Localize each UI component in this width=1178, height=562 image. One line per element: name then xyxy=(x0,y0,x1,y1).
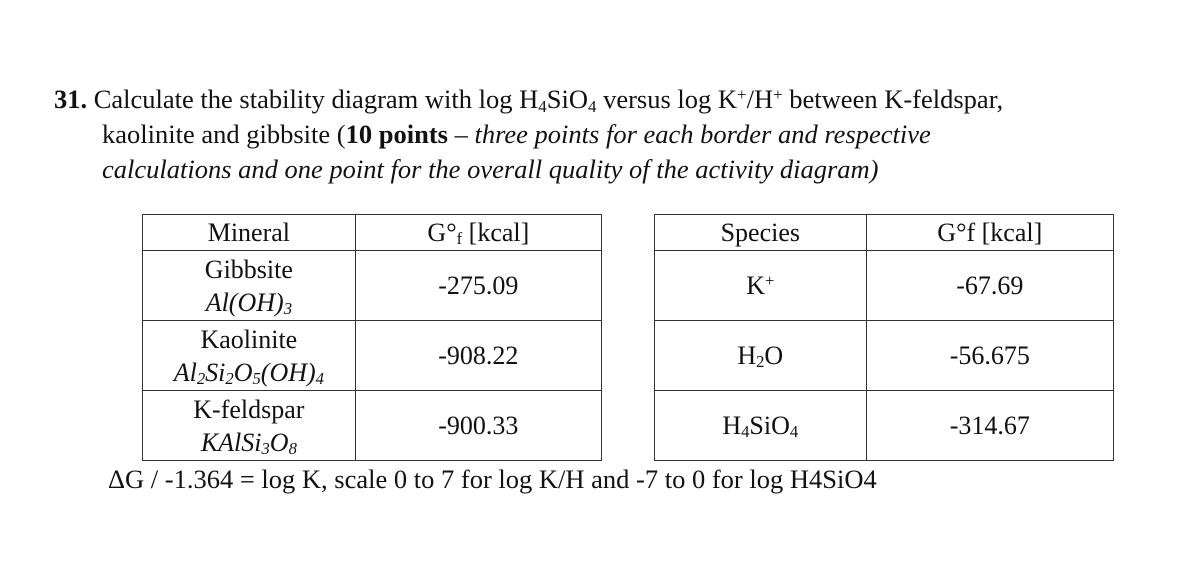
gibbs-value: -900.33 xyxy=(355,391,601,461)
table-row xyxy=(143,251,602,321)
gibbs-value: -275.09 xyxy=(355,251,601,321)
mineral-cell: Kaolinite $Al_2Si_2O_5(OH)_4$ xyxy=(143,321,356,391)
gibbs-value: -56.675 xyxy=(866,321,1113,391)
question-line-2: kaolinite and gibbsite (10 points – three points for each border and respective xyxy=(102,119,931,149)
header-species: Species xyxy=(655,215,867,251)
footnote: ΔG / -1.364 = log K, scale 0 to 7 for log K/H and -7 to 0 for log H4SiO4 xyxy=(108,464,877,494)
species-cell: $H_4SiO_4$ xyxy=(655,391,867,461)
question-text xyxy=(54,82,1164,187)
mineral-formula: $Al(OH)_3$ xyxy=(205,287,292,319)
gibbs-value: -908.22 xyxy=(355,321,601,391)
species-cell: $H_2O$ xyxy=(655,321,867,391)
header-gibbs-energy: $G^\circ_f$ [kcal] xyxy=(355,215,601,251)
table-row xyxy=(655,321,1114,391)
mineral-cell: K-feldspar $KAlSi_3O_8$ xyxy=(143,391,356,461)
mineral-formula: $Al_2Si_2O_5(OH)_4$ xyxy=(173,357,324,389)
species-cell: K+ xyxy=(655,251,867,321)
species-table-header xyxy=(655,215,1114,251)
mineral-formula: $KAlSi_3O_8$ xyxy=(200,427,297,459)
gibbs-value: -314.67 xyxy=(866,391,1113,461)
question-number: 31. xyxy=(54,84,88,114)
species-table xyxy=(654,214,1114,461)
question-line-3: calculations and one point for the overall quality of the activity diagram) xyxy=(102,154,879,184)
table-row xyxy=(655,251,1114,321)
table-row xyxy=(143,391,602,461)
gibbs-value: -67.69 xyxy=(866,251,1113,321)
mineral-table xyxy=(142,214,602,461)
table-row xyxy=(143,321,602,391)
header-gibbs-energy: G°f [kcal] xyxy=(866,215,1113,251)
mineral-cell: Gibbsite $Al(OH)_3$ xyxy=(143,251,356,321)
question-line-1: 31. Calculate the stability diagram with $\log H_4SiO_4$ versus log K+/H+ between K-feldspar, xyxy=(54,84,1004,116)
mineral-table-header xyxy=(143,215,602,251)
header-mineral: Mineral xyxy=(143,215,356,251)
table-row xyxy=(655,391,1114,461)
points-label: 10 points xyxy=(345,119,448,149)
